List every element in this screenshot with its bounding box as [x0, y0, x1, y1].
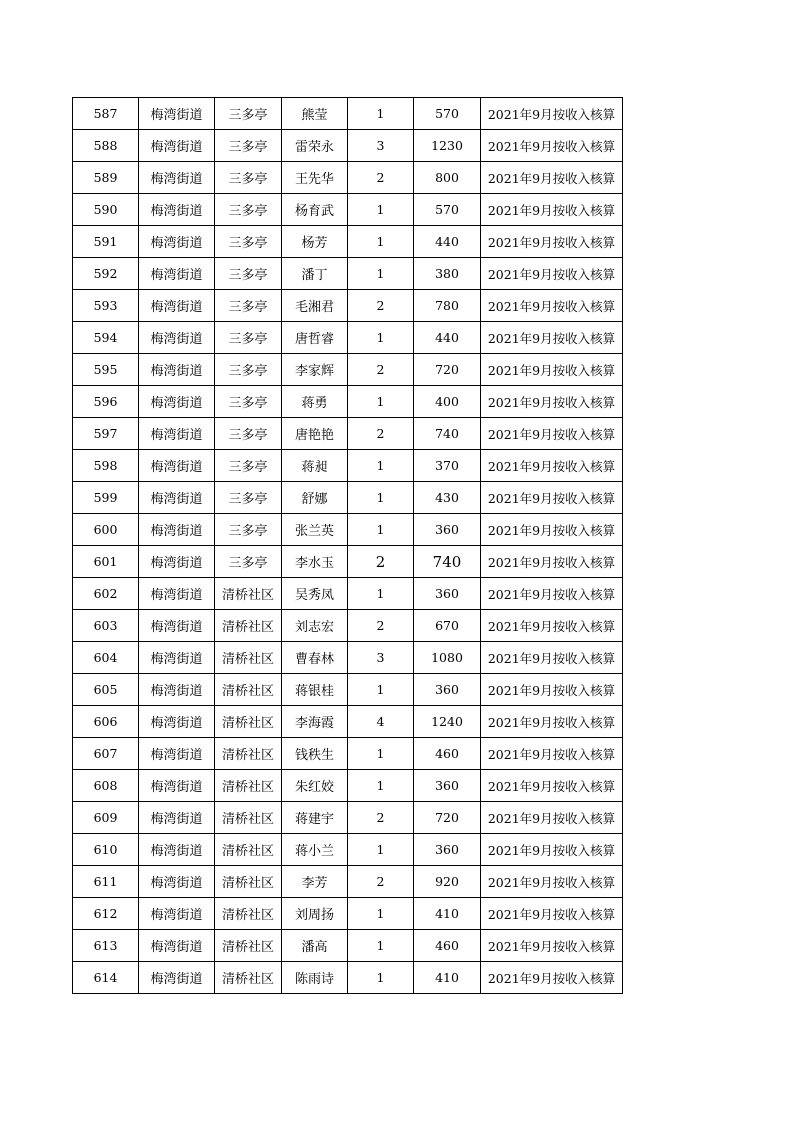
table-row: [73, 578, 623, 610]
amount-cell: 360: [414, 578, 481, 610]
name-cell: 陈雨诗: [282, 962, 348, 994]
table-row: [73, 866, 623, 898]
note-cell: 2021年9月按收入核算: [481, 514, 623, 546]
note-cell: 2021年9月按收入核算: [481, 258, 623, 290]
amount-cell: 380: [414, 258, 481, 290]
amount-cell: 1230: [414, 130, 481, 162]
household-count-cell: 2: [348, 418, 414, 450]
name-cell: 王先华: [282, 162, 348, 194]
amount-cell: 360: [414, 514, 481, 546]
name-cell: 杨芳: [282, 226, 348, 258]
street-cell: 梅湾街道: [139, 482, 215, 514]
table-row: [73, 546, 623, 578]
row-number-cell: 592: [73, 258, 139, 290]
row-number-cell: 596: [73, 386, 139, 418]
amount-cell: 360: [414, 770, 481, 802]
table-row: [73, 898, 623, 930]
community-cell: 三多亭: [215, 258, 282, 290]
household-count-cell: 2: [348, 162, 414, 194]
amount-cell: 410: [414, 962, 481, 994]
amount-cell: 740: [414, 418, 481, 450]
table-row: [73, 162, 623, 194]
community-cell: 清桥社区: [215, 866, 282, 898]
name-cell: 潘丁: [282, 258, 348, 290]
note-cell: 2021年9月按收入核算: [481, 450, 623, 482]
street-cell: 梅湾街道: [139, 674, 215, 706]
community-cell: 三多亭: [215, 418, 282, 450]
name-cell: 蒋昶: [282, 450, 348, 482]
name-cell: 熊莹: [282, 98, 348, 130]
community-cell: 三多亭: [215, 354, 282, 386]
name-cell: 李水玉: [282, 546, 348, 578]
community-cell: 清桥社区: [215, 802, 282, 834]
name-cell: 吴秀凤: [282, 578, 348, 610]
row-number-cell: 600: [73, 514, 139, 546]
row-number-cell: 595: [73, 354, 139, 386]
row-number-cell: 587: [73, 98, 139, 130]
name-cell: 钱秩生: [282, 738, 348, 770]
note-cell: 2021年9月按收入核算: [481, 290, 623, 322]
table-row: [73, 322, 623, 354]
street-cell: 梅湾街道: [139, 546, 215, 578]
name-cell: 李芳: [282, 866, 348, 898]
street-cell: 梅湾街道: [139, 258, 215, 290]
note-cell: 2021年9月按收入核算: [481, 834, 623, 866]
note-cell: 2021年9月按收入核算: [481, 98, 623, 130]
household-count-cell: 3: [348, 642, 414, 674]
amount-cell: 370: [414, 450, 481, 482]
row-number-cell: 599: [73, 482, 139, 514]
table-body: [73, 98, 623, 994]
row-number-cell: 609: [73, 802, 139, 834]
community-cell: 三多亭: [215, 98, 282, 130]
name-cell: 张兰英: [282, 514, 348, 546]
note-cell: 2021年9月按收入核算: [481, 898, 623, 930]
street-cell: 梅湾街道: [139, 194, 215, 226]
row-number-cell: 606: [73, 706, 139, 738]
amount-cell: 1080: [414, 642, 481, 674]
name-cell: 雷荣永: [282, 130, 348, 162]
household-count-cell: 1: [348, 834, 414, 866]
street-cell: 梅湾街道: [139, 354, 215, 386]
street-cell: 梅湾街道: [139, 610, 215, 642]
household-count-cell: 4: [348, 706, 414, 738]
community-cell: 三多亭: [215, 546, 282, 578]
amount-cell: 740: [414, 546, 481, 578]
table-row: [73, 962, 623, 994]
community-cell: 清桥社区: [215, 834, 282, 866]
household-count-cell: 1: [348, 930, 414, 962]
household-count-cell: 1: [348, 258, 414, 290]
note-cell: 2021年9月按收入核算: [481, 578, 623, 610]
name-cell: 蒋勇: [282, 386, 348, 418]
street-cell: 梅湾街道: [139, 418, 215, 450]
household-count-cell: 1: [348, 738, 414, 770]
note-cell: 2021年9月按收入核算: [481, 546, 623, 578]
amount-cell: 360: [414, 674, 481, 706]
row-number-cell: 603: [73, 610, 139, 642]
row-number-cell: 605: [73, 674, 139, 706]
street-cell: 梅湾街道: [139, 706, 215, 738]
amount-cell: 670: [414, 610, 481, 642]
street-cell: 梅湾街道: [139, 514, 215, 546]
street-cell: 梅湾街道: [139, 898, 215, 930]
street-cell: 梅湾街道: [139, 802, 215, 834]
community-cell: 三多亭: [215, 290, 282, 322]
subsidy-table: [72, 97, 623, 994]
community-cell: 三多亭: [215, 386, 282, 418]
amount-cell: 360: [414, 834, 481, 866]
street-cell: 梅湾街道: [139, 290, 215, 322]
amount-cell: 800: [414, 162, 481, 194]
row-number-cell: 597: [73, 418, 139, 450]
note-cell: 2021年9月按收入核算: [481, 610, 623, 642]
name-cell: 朱红姣: [282, 770, 348, 802]
community-cell: 清桥社区: [215, 610, 282, 642]
household-count-cell: 2: [348, 610, 414, 642]
street-cell: 梅湾街道: [139, 962, 215, 994]
row-number-cell: 593: [73, 290, 139, 322]
row-number-cell: 590: [73, 194, 139, 226]
name-cell: 李海霞: [282, 706, 348, 738]
household-count-cell: 1: [348, 578, 414, 610]
household-count-cell: 1: [348, 674, 414, 706]
street-cell: 梅湾街道: [139, 738, 215, 770]
note-cell: 2021年9月按收入核算: [481, 802, 623, 834]
household-count-cell: 2: [348, 546, 414, 578]
street-cell: 梅湾街道: [139, 866, 215, 898]
amount-cell: 920: [414, 866, 481, 898]
name-cell: 刘志宏: [282, 610, 348, 642]
row-number-cell: 594: [73, 322, 139, 354]
household-count-cell: 1: [348, 962, 414, 994]
table-row: [73, 194, 623, 226]
street-cell: 梅湾街道: [139, 226, 215, 258]
amount-cell: 440: [414, 226, 481, 258]
household-count-cell: 2: [348, 866, 414, 898]
community-cell: 三多亭: [215, 162, 282, 194]
household-count-cell: 2: [348, 354, 414, 386]
household-count-cell: 1: [348, 514, 414, 546]
amount-cell: 410: [414, 898, 481, 930]
name-cell: 李家辉: [282, 354, 348, 386]
table-row: [73, 738, 623, 770]
table-row: [73, 482, 623, 514]
row-number-cell: 612: [73, 898, 139, 930]
street-cell: 梅湾街道: [139, 450, 215, 482]
row-number-cell: 608: [73, 770, 139, 802]
street-cell: 梅湾街道: [139, 642, 215, 674]
street-cell: 梅湾街道: [139, 98, 215, 130]
row-number-cell: 614: [73, 962, 139, 994]
name-cell: 刘周扬: [282, 898, 348, 930]
table-row: [73, 610, 623, 642]
community-cell: 三多亭: [215, 450, 282, 482]
table-row: [73, 130, 623, 162]
community-cell: 清桥社区: [215, 930, 282, 962]
amount-cell: 1240: [414, 706, 481, 738]
amount-cell: 720: [414, 354, 481, 386]
table-row: [73, 386, 623, 418]
household-count-cell: 3: [348, 130, 414, 162]
community-cell: 三多亭: [215, 226, 282, 258]
table-row: [73, 930, 623, 962]
amount-cell: 460: [414, 930, 481, 962]
note-cell: 2021年9月按收入核算: [481, 674, 623, 706]
household-count-cell: 1: [348, 770, 414, 802]
community-cell: 三多亭: [215, 322, 282, 354]
community-cell: 三多亭: [215, 194, 282, 226]
name-cell: 蒋建宇: [282, 802, 348, 834]
row-number-cell: 610: [73, 834, 139, 866]
row-number-cell: 589: [73, 162, 139, 194]
household-count-cell: 1: [348, 450, 414, 482]
name-cell: 唐艳艳: [282, 418, 348, 450]
table-row: [73, 674, 623, 706]
household-count-cell: 1: [348, 386, 414, 418]
row-number-cell: 604: [73, 642, 139, 674]
note-cell: 2021年9月按收入核算: [481, 770, 623, 802]
table-row: [73, 226, 623, 258]
amount-cell: 720: [414, 802, 481, 834]
row-number-cell: 588: [73, 130, 139, 162]
note-cell: 2021年9月按收入核算: [481, 962, 623, 994]
street-cell: 梅湾街道: [139, 162, 215, 194]
note-cell: 2021年9月按收入核算: [481, 418, 623, 450]
community-cell: 清桥社区: [215, 674, 282, 706]
table-row: [73, 642, 623, 674]
table-row: [73, 834, 623, 866]
note-cell: 2021年9月按收入核算: [481, 706, 623, 738]
row-number-cell: 611: [73, 866, 139, 898]
street-cell: 梅湾街道: [139, 834, 215, 866]
community-cell: 三多亭: [215, 514, 282, 546]
community-cell: 清桥社区: [215, 578, 282, 610]
street-cell: 梅湾街道: [139, 386, 215, 418]
table-row: [73, 418, 623, 450]
household-count-cell: 2: [348, 290, 414, 322]
name-cell: 蒋银桂: [282, 674, 348, 706]
street-cell: 梅湾街道: [139, 930, 215, 962]
note-cell: 2021年9月按收入核算: [481, 482, 623, 514]
row-number-cell: 607: [73, 738, 139, 770]
note-cell: 2021年9月按收入核算: [481, 386, 623, 418]
note-cell: 2021年9月按收入核算: [481, 642, 623, 674]
table-row: [73, 354, 623, 386]
household-count-cell: 2: [348, 802, 414, 834]
row-number-cell: 601: [73, 546, 139, 578]
community-cell: 清桥社区: [215, 706, 282, 738]
name-cell: 舒娜: [282, 482, 348, 514]
note-cell: 2021年9月按收入核算: [481, 866, 623, 898]
note-cell: 2021年9月按收入核算: [481, 226, 623, 258]
note-cell: 2021年9月按收入核算: [481, 322, 623, 354]
table-row: [73, 98, 623, 130]
community-cell: 清桥社区: [215, 642, 282, 674]
name-cell: 蒋小兰: [282, 834, 348, 866]
community-cell: 清桥社区: [215, 770, 282, 802]
row-number-cell: 591: [73, 226, 139, 258]
row-number-cell: 602: [73, 578, 139, 610]
table-row: [73, 514, 623, 546]
table-row: [73, 450, 623, 482]
community-cell: 三多亭: [215, 482, 282, 514]
community-cell: 三多亭: [215, 130, 282, 162]
row-number-cell: 598: [73, 450, 139, 482]
street-cell: 梅湾街道: [139, 130, 215, 162]
note-cell: 2021年9月按收入核算: [481, 738, 623, 770]
name-cell: 毛湘君: [282, 290, 348, 322]
household-count-cell: 1: [348, 322, 414, 354]
amount-cell: 400: [414, 386, 481, 418]
note-cell: 2021年9月按收入核算: [481, 162, 623, 194]
amount-cell: 430: [414, 482, 481, 514]
table-row: [73, 770, 623, 802]
name-cell: 唐哲睿: [282, 322, 348, 354]
name-cell: 潘高: [282, 930, 348, 962]
amount-cell: 460: [414, 738, 481, 770]
street-cell: 梅湾街道: [139, 578, 215, 610]
amount-cell: 570: [414, 194, 481, 226]
street-cell: 梅湾街道: [139, 770, 215, 802]
table-row: [73, 802, 623, 834]
note-cell: 2021年9月按收入核算: [481, 354, 623, 386]
household-count-cell: 1: [348, 194, 414, 226]
street-cell: 梅湾街道: [139, 322, 215, 354]
community-cell: 清桥社区: [215, 962, 282, 994]
community-cell: 清桥社区: [215, 898, 282, 930]
amount-cell: 780: [414, 290, 481, 322]
household-count-cell: 1: [348, 98, 414, 130]
name-cell: 杨育武: [282, 194, 348, 226]
row-number-cell: 613: [73, 930, 139, 962]
household-count-cell: 1: [348, 226, 414, 258]
note-cell: 2021年9月按收入核算: [481, 930, 623, 962]
amount-cell: 440: [414, 322, 481, 354]
household-count-cell: 1: [348, 482, 414, 514]
name-cell: 曹春林: [282, 642, 348, 674]
table-row: [73, 706, 623, 738]
note-cell: 2021年9月按收入核算: [481, 130, 623, 162]
note-cell: 2021年9月按收入核算: [481, 194, 623, 226]
community-cell: 清桥社区: [215, 738, 282, 770]
amount-cell: 570: [414, 98, 481, 130]
table-row: [73, 258, 623, 290]
table-row: [73, 290, 623, 322]
household-count-cell: 1: [348, 898, 414, 930]
